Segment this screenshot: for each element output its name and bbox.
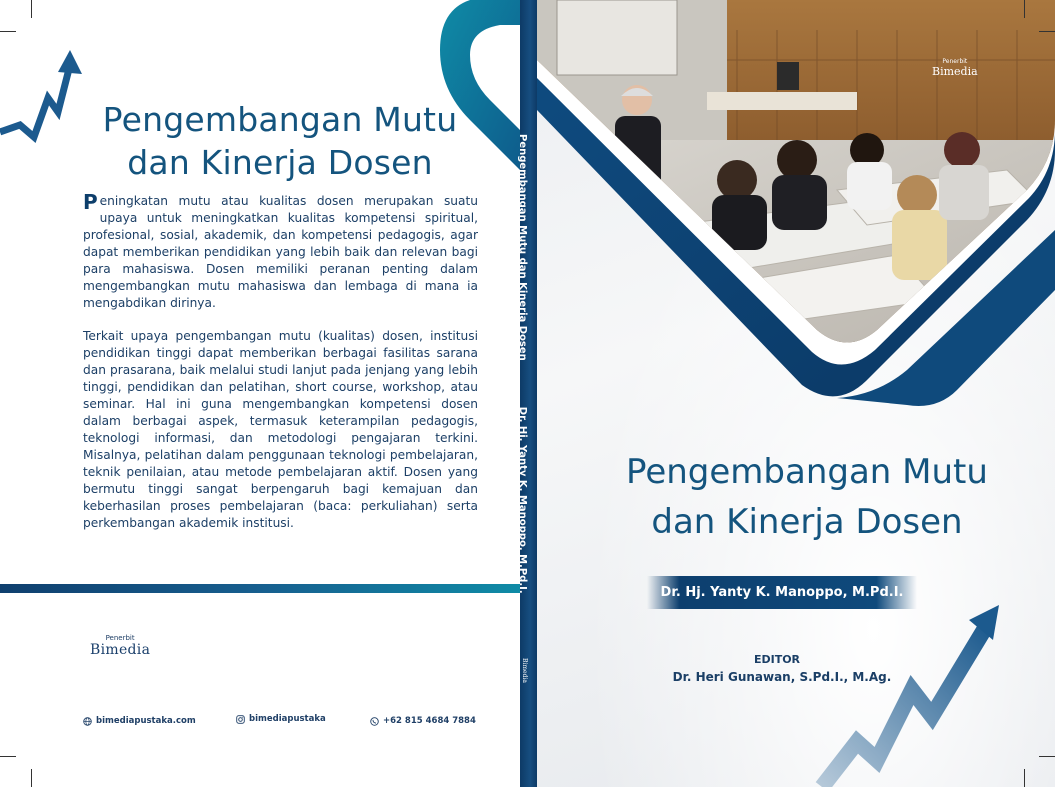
crop-mark [31, 0, 32, 18]
phone-text: +62 815 4684 7884 [383, 716, 476, 726]
front-decor [537, 0, 1055, 787]
blurb-paragraph-2: Terkait upaya pengembangan mutu (kualitas) dosen, institusi pendidikan tinggi dapat memberikan berbagai fasilitas sarana dan prasarana, baik melalui studi lanjut pada jenjang yang lebih tinggi, pendidikan dan pelatihan, short course, workshop, atau seminar. Hal ini guna mengembangkan kompetensi dosen dalam berbagai aspek, termasuk keterampilan pedagogis, teknologi informasi, dan metodologi pengajaran terkini. Misalnya, pelatihan dalam penggunaan teknologi pembelajaran, teknik penilaian, atau metode pembelajaran aktif. Dosen yang bermutu tinggi sangat berpengaruh bagi kemajuan dan keberhasilan proses pembelajaran (baca: perkuliahan) serta perkembangan akademik institusi. [83, 329, 478, 530]
spine-text [517, 134, 528, 594]
back-title [60, 98, 500, 184]
crop-mark [1039, 31, 1055, 32]
publisher-name: Bimedia [90, 642, 151, 658]
front-title [577, 447, 1037, 547]
publisher-small-label: Penerbit [105, 634, 135, 642]
front-title-line2: dan Kinerja Dosen [651, 502, 963, 542]
website-text: bimediapustaka.com [96, 716, 196, 726]
instagram-icon [236, 715, 245, 724]
editor-name: Dr. Heri Gunawan, S.Pd.I., M.Ag. [672, 670, 892, 684]
publisher-logo [90, 634, 150, 658]
crop-mark [31, 769, 32, 787]
spine-title: Pengembangan Mutu dan Kinerja Dosen [517, 134, 528, 361]
growth-arrow-icon-front [822, 605, 999, 787]
back-title-line2: dan Kinerja Dosen [127, 143, 433, 182]
crop-mark [1024, 0, 1025, 18]
author-banner: Dr. Hj. Yanty K. Manoppo, M.Pd.I. [647, 576, 917, 609]
contact-phone[interactable] [370, 716, 476, 726]
front-cover [537, 0, 1055, 787]
contact-website[interactable] [83, 716, 196, 726]
front-publisher-logo [932, 58, 978, 78]
back-cover [0, 0, 520, 787]
contact-instagram[interactable] [236, 714, 326, 724]
back-blurb [83, 190, 478, 548]
crop-mark [0, 31, 16, 32]
crop-mark [1024, 769, 1025, 787]
crop-mark [1039, 756, 1055, 757]
blurb-paragraph-1 [83, 190, 478, 312]
spine-author: Dr. Hj. Yanty K. Manoppo, M.Pd.I. [517, 406, 528, 594]
instagram-text: bimediapustaka [249, 714, 326, 724]
front-publisher-small: Penerbit [942, 58, 968, 65]
back-lower-panel [0, 593, 520, 787]
editor-label: EDITOR [753, 653, 801, 666]
front-publisher-name: Bimedia [932, 65, 978, 78]
whatsapp-icon [370, 717, 379, 726]
blurb-paragraph-1-text: eningkatan mutu atau kualitas dosen merupakan suatu upaya untuk meningkatkan kualitas kompetensi spiritual, profesional, sosial, akademik, dan kompetensi pedagogis, agar dapat memberikan pendidikan yang lebih baik dan relevan bagi para mahasiswa. Dosen memiliki peranan penting dalam mengembangkan mutu mahasiswa dan lembaga di mana ia mengabdikan dirinya. [83, 194, 478, 310]
globe-icon [83, 717, 92, 726]
drop-cap: P [83, 190, 98, 214]
back-stripe [0, 584, 520, 593]
back-title-line1: Pengembangan Mutu [102, 100, 458, 139]
crop-mark [0, 756, 16, 757]
spine-publisher: Bimedia [521, 658, 528, 683]
front-title-line1: Pengembangan Mutu [626, 452, 988, 492]
